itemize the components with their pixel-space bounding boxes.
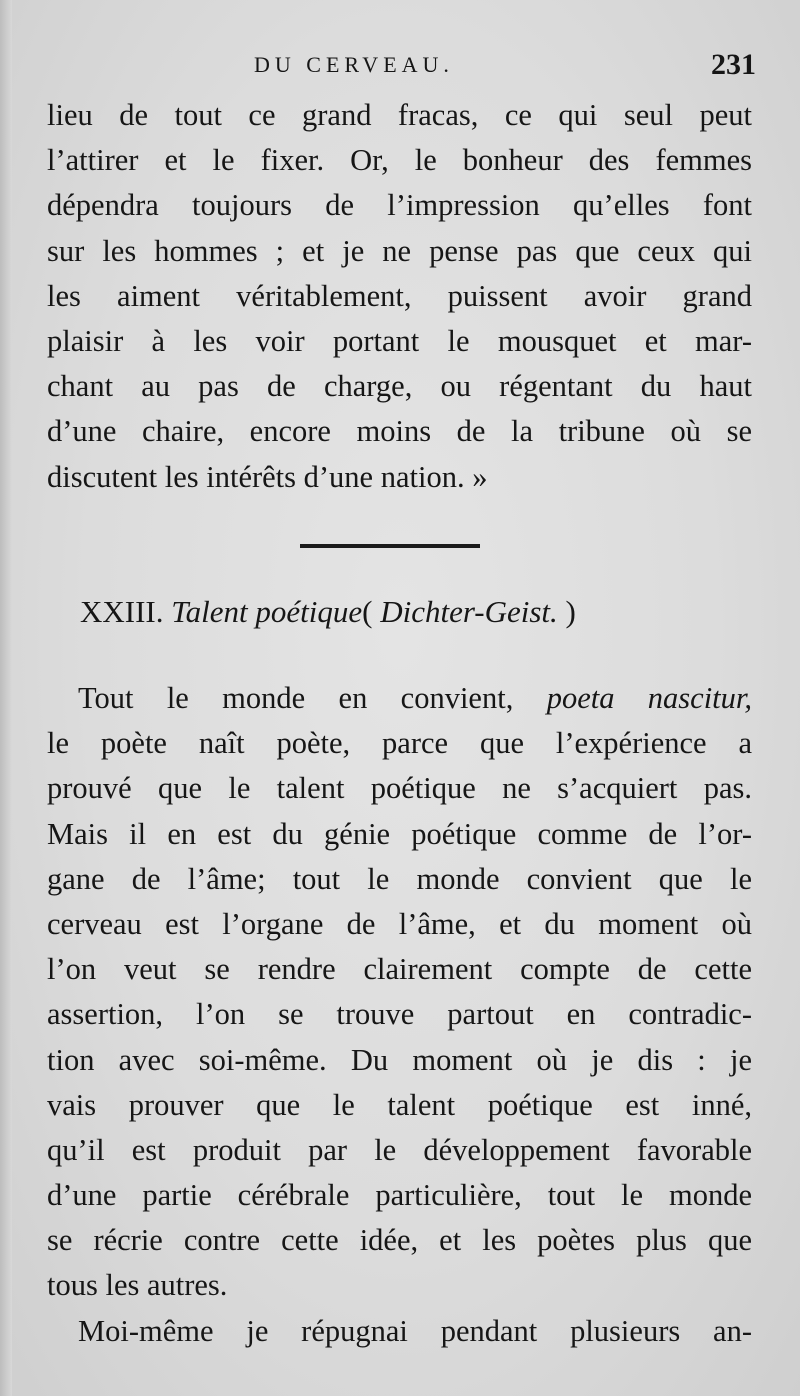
- text-line: plaisir à les voir portant le mousquet et mar-: [47, 323, 752, 358]
- section-heading: [80, 594, 576, 630]
- text-line: tous les autres.: [47, 1268, 228, 1303]
- section-divider-rule: [300, 544, 480, 548]
- text-line: [47, 676, 752, 721]
- text-line: gane de l’âme; tout le monde convient que le: [47, 861, 752, 896]
- text-line: sur les hommes ; et je ne pense pas que ceux qui: [47, 233, 752, 268]
- section-title: Talent poétique: [171, 594, 363, 629]
- latin-phrase: poeta nascitur,: [546, 681, 753, 715]
- text-line: discutent les intérêts d’une nation. »: [47, 459, 488, 494]
- text-line: l’attirer et le fixer. Or, le bonheur des femmes: [47, 143, 752, 178]
- text-line: assertion, l’on se trouve partout en contradic-: [47, 997, 752, 1032]
- running-head: DU CERVEAU.: [254, 52, 454, 77]
- paragraph-quote-end: [47, 93, 752, 500]
- section-german-title: Dichter-Geist.: [380, 594, 558, 629]
- text-segment: Tout le monde en convient,: [78, 681, 514, 715]
- section-paren-open: (: [362, 594, 373, 629]
- text-line: dépendra toujours de l’impression qu’elles font: [47, 188, 752, 223]
- text-line: l’on veut se rendre clairement compte de cette: [47, 952, 752, 987]
- text-line: chant au pas de charge, ou régentant du haut: [47, 369, 752, 404]
- text-line: Mais il en est du génie poétique comme de l’or-: [47, 816, 752, 851]
- text-line: le poète naît poète, parce que l’expérience a: [47, 726, 752, 761]
- text-line: d’une partie cérébrale particulière, tout le monde: [47, 1178, 752, 1213]
- text-line: tion avec soi-même. Du moment où je dis : je: [47, 1042, 752, 1077]
- paragraph-poetic-talent: [47, 676, 752, 1354]
- text-line: se récrie contre cette idée, et les poètes plus que: [47, 1223, 752, 1258]
- section-paren-close: ): [565, 594, 576, 629]
- text-line: qu’il est produit par le développement favorable: [47, 1132, 752, 1167]
- section-number: XXIII.: [80, 594, 164, 629]
- text-line: d’une chaire, encore moins de la tribune où se: [47, 414, 752, 449]
- page-number: 231: [711, 48, 756, 81]
- text-line: cerveau est l’organe de l’âme, et du moment où: [47, 906, 752, 941]
- text-line: Moi-même je répugnai pendant plusieurs an-: [78, 1313, 752, 1348]
- page-header: [0, 48, 800, 88]
- text-line: prouvé que le talent poétique ne s’acquiert pas.: [47, 771, 752, 806]
- text-line: les aiment véritablement, puissent avoir grand: [47, 278, 752, 313]
- page-edge-shadow: [0, 0, 12, 1396]
- text-line: vais prouver que le talent poétique est inné,: [47, 1087, 752, 1122]
- text-line: lieu de tout ce grand fracas, ce qui seul peut: [47, 98, 752, 132]
